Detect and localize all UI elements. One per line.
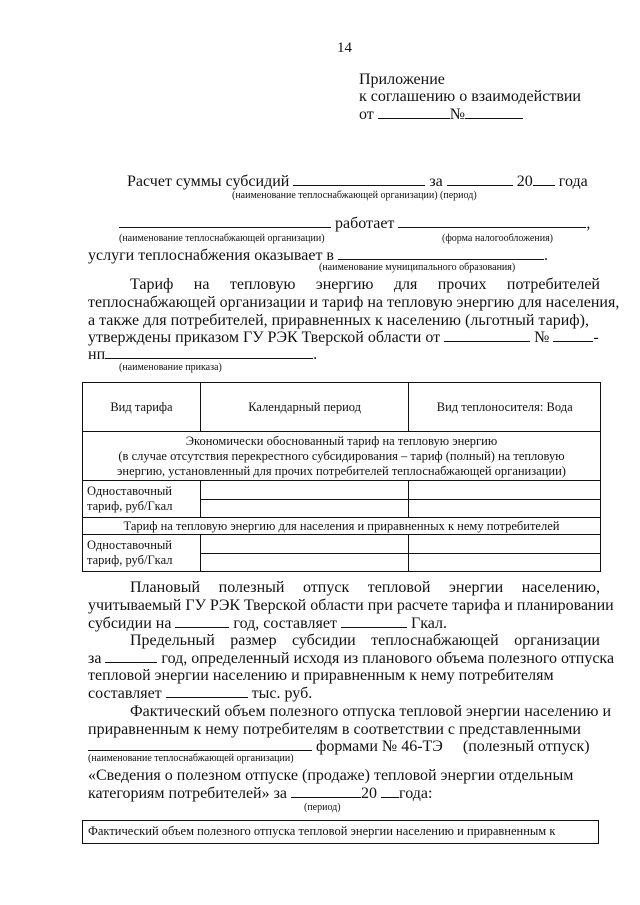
row-label-l1: Одноставочный [87, 538, 172, 552]
subsidy-title-line [127, 172, 588, 191]
order-number-blank [553, 328, 593, 342]
word: Тариф [130, 276, 174, 293]
tax-form-blank [398, 214, 586, 228]
col-header-tariff-type: Вид тарифа [83, 383, 201, 432]
table-header-row [83, 383, 601, 432]
actual-org-caption: (наименование теплоснабжающей организации) [88, 753, 294, 764]
section-population: Тариф на тепловую энергию для населения и приравненных к нему потребителей [83, 518, 601, 535]
value-cell-bottom [409, 554, 600, 571]
tariff-para-line-1 [88, 275, 600, 294]
word: прочих [437, 276, 487, 293]
word: для [393, 276, 418, 293]
section-population-row [83, 518, 601, 535]
planned-subsidy-label: субсидии на [88, 615, 172, 632]
appendix-title: Приложение [359, 71, 445, 88]
actual-line-2: приравненным к нему потребителям в соответствии с представленными [88, 721, 581, 738]
period-cell-bottom [201, 554, 409, 571]
table-row [83, 481, 601, 518]
col-header-period: Календарный период [200, 383, 409, 432]
word: полезный [218, 579, 285, 596]
word: населению, [521, 579, 600, 596]
value-cell-bottom [409, 500, 600, 517]
word: тепловую [229, 276, 296, 293]
planned-line-2: учитываемый ГУ РЭК Тверской области при расчете тарифа и планировании [88, 597, 614, 614]
period-cell [200, 481, 409, 518]
works-label: работает [335, 215, 395, 232]
municipality-caption: (наименование муниципального образования) [319, 262, 516, 273]
appendix-date-blank [378, 105, 450, 119]
planned-year-blank [175, 614, 229, 628]
order-name-blank [105, 345, 313, 359]
actual-period-caption: (период) [304, 802, 341, 813]
word: Плановый [130, 579, 201, 596]
za-label: за [429, 173, 443, 190]
limit-currency-label: тыс. руб. [251, 685, 313, 702]
order-dot: . [313, 346, 318, 363]
actual-org-blank [88, 737, 312, 751]
page-number: 14 [337, 40, 352, 56]
year-blank [533, 172, 555, 186]
planned-line-1 [88, 578, 600, 597]
word: тепловой [367, 579, 431, 596]
word: субсидии [291, 632, 356, 649]
limit-year-text: год, определенный исходя из планового объема полезного отпуска [161, 650, 615, 667]
bottom-table-header [82, 820, 599, 844]
word: энергию [315, 276, 374, 293]
limit-za-label: за [88, 650, 102, 667]
actual-year-prefix: 20 [361, 785, 378, 802]
value-cell-top [409, 536, 600, 554]
period-blank [447, 172, 513, 186]
planned-gcal-blank [341, 614, 407, 628]
year-prefix: 20 [516, 173, 533, 190]
section-economic-l1: Экономически обоснованный тариф на тепловую энергию [185, 433, 498, 448]
appendix-subtitle: к соглашению о взаимодействии [359, 88, 581, 105]
actual-categories-label: категориям потребителей» за [88, 785, 288, 802]
period-cell-bottom [201, 500, 409, 517]
word: на [193, 276, 210, 293]
appendix-number-label: № [449, 106, 466, 123]
works-org-blank [119, 214, 331, 228]
word: организации [514, 632, 600, 649]
bottom-table-header-text: Фактический объем полезного отпуска тепловой энергии населению и приравненным к [88, 824, 556, 838]
section-economic-l3: энергию, установленный для прочих потребителей теплоснабжающей организации) [117, 463, 566, 478]
subsidy-title: Расчет суммы субсидий [127, 173, 290, 190]
np-label: нп [88, 346, 106, 363]
section-economic-l2: (в случае отсутствия перекрестного субсидирования – тариф (полный) на тепловую [118, 448, 565, 463]
tariff-para-line-2: теплоснабжающей организации и тариф на тепловую энергию для населения, [88, 294, 620, 311]
row-label-cell [83, 481, 201, 518]
actual-period-blank [291, 784, 361, 798]
tariff-para-line-3: а также для потребителей, приравненных к населению (льготный тариф), [88, 312, 589, 329]
actual-forms-label: формами № 46-ТЭ [316, 738, 443, 755]
word: теплоснабжающей [371, 632, 499, 649]
word: отпуск [303, 579, 350, 596]
col-header-coolant: Вид теплоносителя: Вода [409, 383, 601, 432]
limit-amount-blank [166, 684, 248, 698]
actual-line-5 [88, 784, 432, 803]
actual-line-4: «Сведения о полезном отпуске (продаже) тепловой энергии отдельным [88, 767, 574, 784]
order-no-label: № [534, 329, 550, 346]
works-line [119, 214, 590, 233]
tariff-table [82, 382, 601, 572]
year-suffix: года [558, 173, 588, 190]
period-cell [200, 535, 409, 572]
word: Предельный [130, 632, 215, 649]
order-date-blank [444, 328, 530, 342]
planned-gcal-label: Гкал. [410, 615, 447, 632]
actual-year-blank [381, 784, 399, 798]
row-label-cell [83, 535, 201, 572]
subsidy-title-caption: (наименование теплоснабжающей организации) (период) [232, 190, 477, 201]
limit-amount-label: составляет [88, 685, 162, 702]
word: энергии [448, 579, 504, 596]
appendix-from-label: от [359, 106, 374, 123]
appendix-number-blank [465, 105, 523, 119]
limit-year-blank [105, 649, 157, 663]
word: размер [230, 632, 277, 649]
planned-year-label: год, составляет [233, 615, 337, 632]
order-dash: - [593, 329, 599, 346]
tax-form-caption: (форма налогообложения) [442, 233, 554, 244]
value-cell [409, 535, 601, 572]
row-label-l2: тариф, руб/Гкал [87, 553, 173, 567]
works-comma: , [586, 215, 591, 232]
order-caption: (наименование приказа) [119, 362, 222, 373]
limit-line-1 [88, 631, 600, 650]
section-economic-row [83, 432, 601, 481]
appendix-date-line [359, 105, 523, 124]
limit-line-4 [88, 684, 312, 703]
table-row [83, 535, 601, 572]
limit-line-3: тепловой энергии населению и приравненным к нему потребителям [88, 667, 554, 684]
works-org-caption: (наименование теплоснабжающей организации) [119, 233, 325, 244]
org-blank [293, 172, 425, 186]
services-dot: . [543, 247, 548, 264]
actual-useful-label: (полезный отпуск) [462, 738, 590, 755]
row-label-l2: тариф, руб/Гкал [87, 499, 173, 513]
order-text: утверждены приказом ГУ РЭК Тверской области от [88, 329, 441, 346]
actual-year-suffix: года: [399, 785, 433, 802]
value-cell [409, 481, 601, 518]
period-cell-top [201, 482, 409, 500]
period-cell-top [201, 536, 409, 554]
services-label: услуги теплоснабжения оказывает в [88, 247, 334, 264]
municipality-blank [338, 246, 544, 260]
value-cell-top [409, 482, 600, 500]
actual-line-1: Фактический объем полезного отпуска тепловой энергии населению и [130, 703, 612, 720]
word: потребителей [506, 276, 600, 293]
row-label-l1: Одноставочный [87, 484, 172, 498]
